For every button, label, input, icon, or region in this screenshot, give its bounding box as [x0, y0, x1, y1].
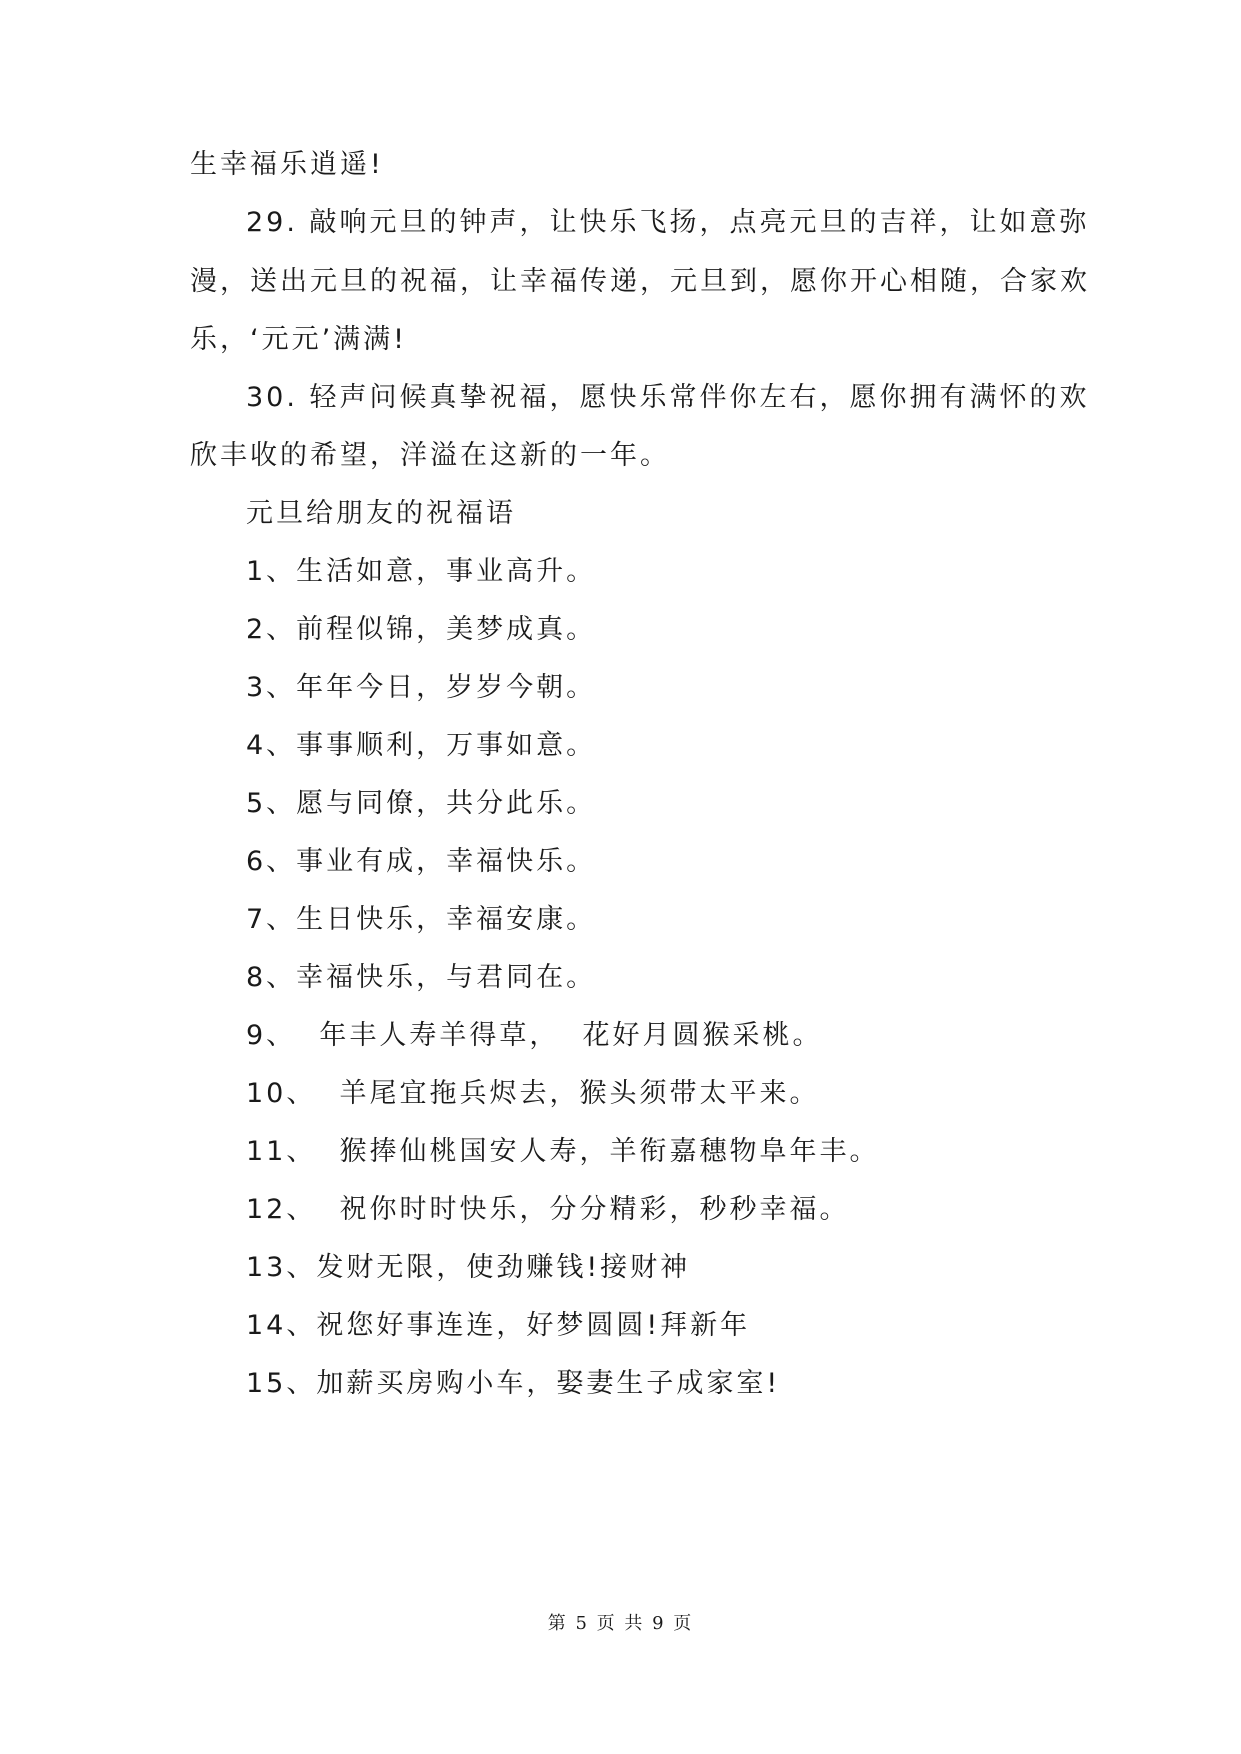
text-line: 漫，送出元旦的祝福，让幸福传递，元旦到，愿你开心相随，合家欢 — [190, 266, 1090, 297]
text-line: 30. 轻声问候真挚祝福，愿快乐常伴你左右，愿你拥有满怀的欢 — [246, 382, 1090, 413]
text-line: 乐，‘元元’满满! — [190, 324, 407, 355]
list-item: 13、发财无限，使劲赚钱!接财神 — [246, 1252, 691, 1283]
list-item: 15、加薪买房购小车，娶妻生子成家室! — [246, 1368, 781, 1399]
list-item: 5、愿与同僚，共分此乐。 — [246, 788, 597, 819]
list-item: 9、 年丰人寿羊得草， 花好月圆猴采桃。 — [246, 1020, 823, 1051]
list-item: 10、 羊尾宜拖兵烬去，猴头须带太平来。 — [246, 1078, 820, 1109]
list-item: 2、前程似锦，美梦成真。 — [246, 614, 597, 645]
list-item: 3、年年今日，岁岁今朝。 — [246, 672, 597, 703]
list-item: 4、事事顺利，万事如意。 — [246, 730, 597, 761]
list-item: 1、生活如意，事业高升。 — [246, 556, 597, 587]
page-footer: 第 5 页 共 9 页 — [547, 1613, 694, 1634]
section-heading: 元旦给朋友的祝福语 — [246, 498, 516, 529]
text-line: 欣丰收的希望，洋溢在这新的一年。 — [190, 440, 670, 471]
list-item: 11、 猴捧仙桃国安人寿，羊衔嘉穗物阜年丰。 — [246, 1136, 880, 1167]
text-line: 生幸福乐逍遥! — [190, 149, 384, 180]
list-item: 6、事业有成，幸福快乐。 — [246, 846, 597, 877]
text-line: 29. 敲响元旦的钟声，让快乐飞扬，点亮元旦的吉祥，让如意弥 — [246, 207, 1090, 238]
list-item: 12、 祝你时时快乐，分分精彩，秒秒幸福。 — [246, 1194, 850, 1225]
list-item: 8、幸福快乐，与君同在。 — [246, 962, 597, 993]
list-item: 7、生日快乐，幸福安康。 — [246, 904, 597, 935]
list-item: 14、祝您好事连连，好梦圆圆!拜新年 — [246, 1310, 751, 1341]
